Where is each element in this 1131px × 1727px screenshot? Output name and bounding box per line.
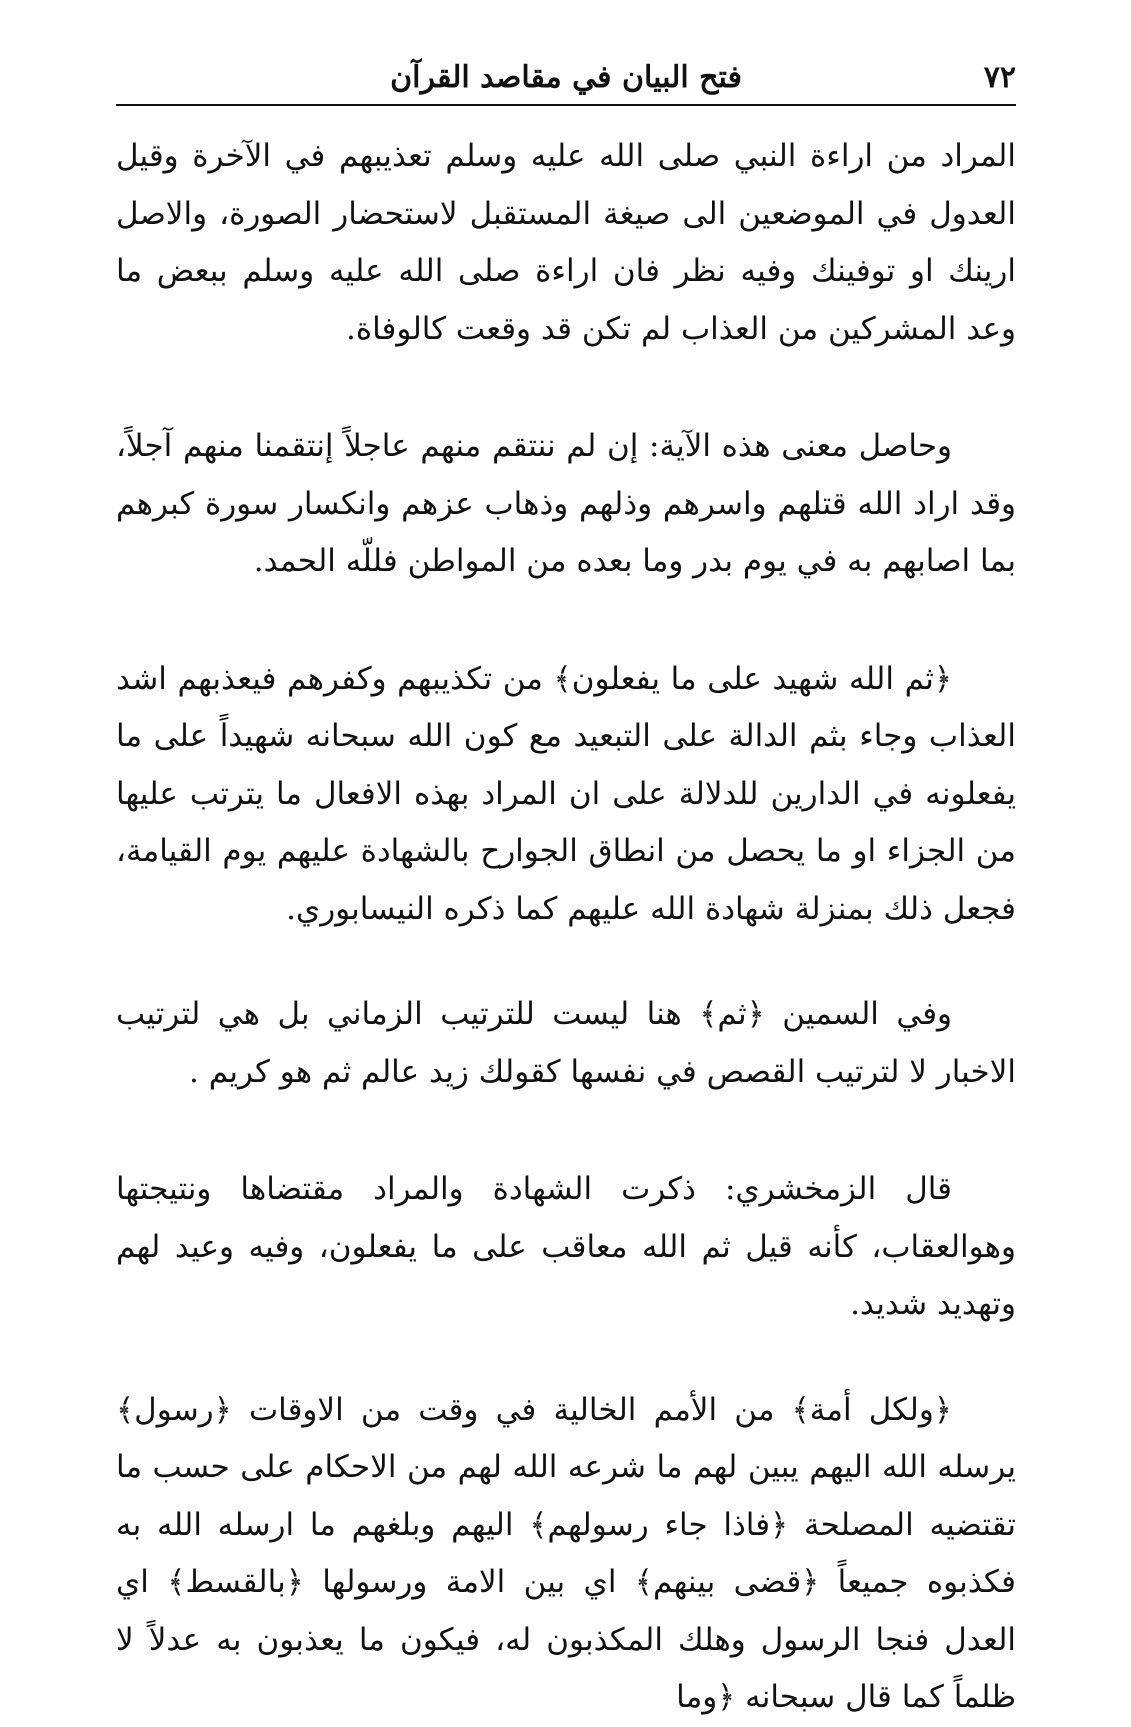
paragraph-5: قال الزمخشري: ذكرت الشهادة والمراد مقتضاها ونتيجتها وهوالعقاب، كأنه قيل ثم الله معاقب على ما يفعلون، وفيه وعيد لهم وتهديد شديد.: [116, 1171, 1016, 1322]
paragraph-6: ﴿ولكل أمة﴾ من الأمم الخالية في وقت من الاوقات ﴿رسول﴾ يرسله الله اليهم يبين لهم ما شرعه الله لهم من الاحكام على حسب ما تقتضيه المصلحة ﴿فاذا جاء رسولهم﴾ اليهم وبلغهم ما ارسله الله به فكذبوه جميعاً ﴿قضى بينهم﴾ اي بين الامة ورسولها ﴿بالقسط﴾ اي العدل فنجا الرسول وهلك المكذبون له، فيكون ما يعذبون به عدلاً لا ظلماً كما قال سبحانه ﴿وما: [116, 1391, 1016, 1715]
page-header: [116, 52, 1016, 106]
paragraph-3: ﴿ثم الله شهيد على ما يفعلون﴾ من تكذيبهم وكفرهم فيعذبهم اشد العذاب وجاء بثم الدالة على التبعيد مع كون الله سبحانه شهيداً على ما يفعلونه في الدارين للدلالة على ان المراد بهذه الافعال ما يترتب عليها من الجزاء او ما يحصل من انطاق الجوارح بالشهادة عليهم يوم القيامة، فجعل ذلك بمنزلة شهادة الله عليهم كما ذكره النيسابوري.: [116, 660, 1016, 927]
header-rule: [116, 104, 1016, 106]
running-title: فتح البيان في مقاصد القرآن: [390, 60, 742, 95]
paragraph-1: المراد من اراءة النبي صلى الله عليه وسلم تعذيبهم في الآخرة وقيل العدول في الموضعين الى صيغة المستقبل لاستحضار الصورة، والاصل ارينك او توفينك وفيه نظر فان اراءة صلى الله عليه وسلم ببعض ما وعد المشركين من العذاب لم تكن قد وقعت كالوفاة.: [116, 138, 1016, 347]
page-body: [116, 128, 1016, 1727]
paragraph-4: وفي السمين ﴿ثم﴾ هنا ليست للترتيب الزماني بل هي لترتيب الاخبار لا لترتيب القصص في نفسها كقولك زيد عالم ثم هو كريم .: [116, 996, 1016, 1090]
paragraph-2: وحاصل معنى هذه الآية: إن لم ننتقم منهم عاجلاً إنتقمنا منهم آجلاً، وقد اراد الله قتلهم واسرهم وذلهم وذهاب عزهم وانكسار سورة كبرهم بما اصابهم به في يوم بدر وما بعده من المواطن فللّه الحمد.: [116, 428, 1016, 579]
page-number: ٧٢: [983, 60, 1016, 95]
